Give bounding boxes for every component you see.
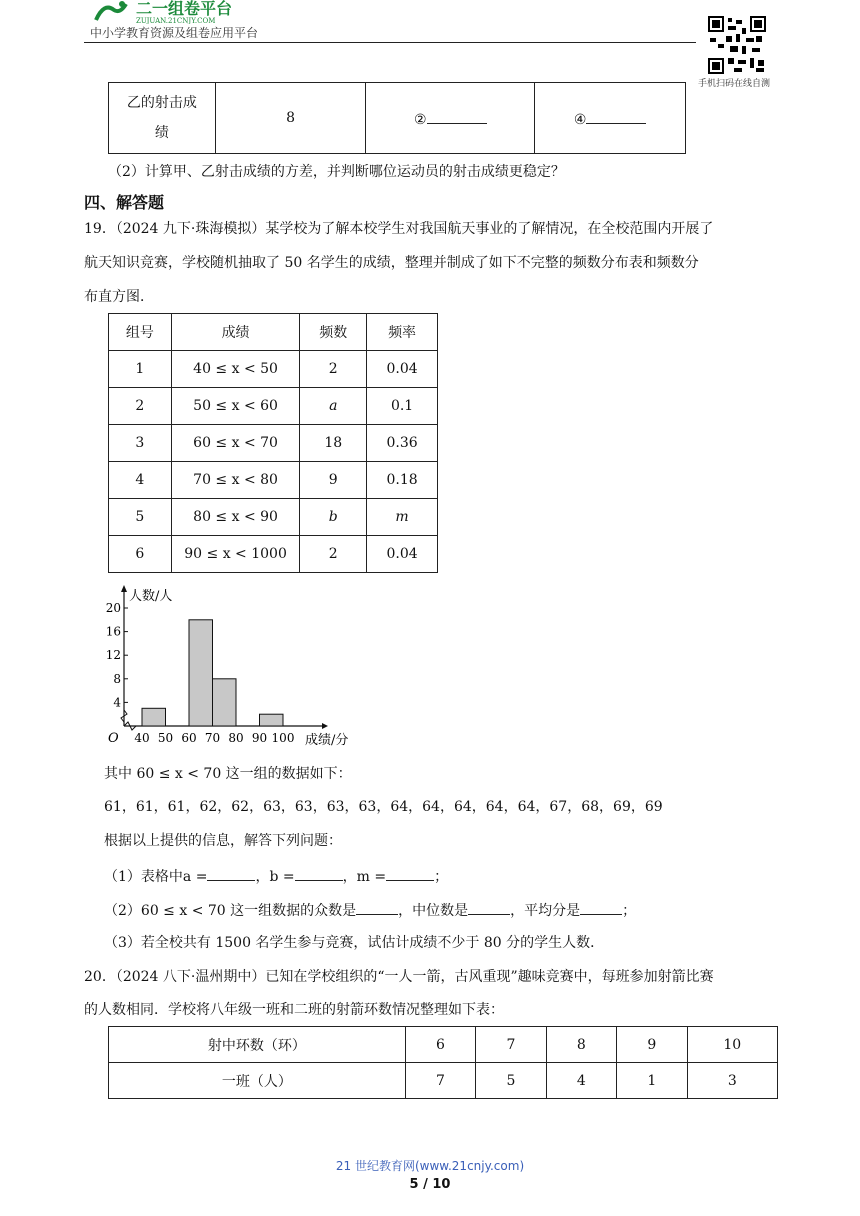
frequency-histogram bbox=[96, 584, 366, 750]
x-axis-label: 成绩/分 bbox=[305, 733, 349, 748]
frequency-table bbox=[108, 313, 438, 573]
x-tick-label: 100 bbox=[271, 731, 295, 745]
q19-line1: 19．（2024 九下·珠海模拟）某学校为了解本校学生对我国航天事业的了解情况，在全校范围内开展了 bbox=[84, 221, 714, 237]
y-tick-label: 4 bbox=[113, 695, 121, 710]
q20-line2: 的人数相同．学校将八年级一班和二班的射箭环数情况整理如下表： bbox=[84, 1002, 504, 1018]
x-tick-label: 80 bbox=[228, 731, 244, 745]
histogram-bar bbox=[189, 620, 213, 726]
logo-url-text: ZUJUAN.21CNJY.COM bbox=[136, 17, 216, 24]
q19-line3: 布直方图． bbox=[84, 289, 154, 305]
table-row: 2 50 ≤ x < 60 a 0.1 bbox=[109, 388, 438, 425]
answer-blank-4: ④ bbox=[535, 83, 686, 154]
table-row: 一班（人） 7 5 4 1 3 bbox=[109, 1063, 778, 1099]
q19-data-intro: 其中 60 ≤ x < 70 这一组的数据如下： bbox=[104, 766, 352, 782]
qr-caption: 手机扫码在线自测 bbox=[698, 79, 771, 89]
table-row: 4 70 ≤ x < 80 9 0.18 bbox=[109, 462, 438, 499]
q18-part2: （2）计算甲、乙射击成绩的方差，并判断哪位运动员的射击成绩更稳定？ bbox=[108, 164, 565, 180]
header-subtitle: 中小学教育资源及组卷应用平台 bbox=[90, 26, 259, 40]
qr-code-icon bbox=[708, 16, 766, 74]
section-title: 四、解答题 bbox=[84, 193, 165, 212]
table-row-label: 乙的射击成 绩 bbox=[109, 83, 216, 154]
q19-line2: 航天知识竞赛，学校随机抽取了 50 名学生的成绩，整理并制成了如下不完整的频数分布表和频数分 bbox=[84, 255, 699, 271]
q19-part3: （3）若全校共有 1500 名学生参与竞赛，试估计成绩不少于 80 分的学生人数． bbox=[104, 935, 605, 951]
histogram-bar bbox=[213, 679, 237, 726]
logo-text: 二一组卷平台 bbox=[136, 0, 233, 18]
x-tick-label: 50 bbox=[157, 731, 174, 745]
histogram-bar bbox=[142, 708, 166, 726]
origin-label: O bbox=[108, 731, 119, 746]
header-divider bbox=[84, 42, 696, 43]
y-tick-label: 12 bbox=[105, 648, 121, 663]
histogram-bar bbox=[260, 714, 284, 726]
site-logo bbox=[92, 0, 272, 24]
score-table-continued bbox=[108, 82, 686, 154]
table-row: 3 60 ≤ x < 70 18 0.36 bbox=[109, 425, 438, 462]
page-number: 5 / 10 bbox=[409, 1177, 451, 1192]
q19-data-values: 61，61，61，62，62，63，63，63，63，64，64，64，64，64，67，68，69，69 bbox=[104, 799, 663, 815]
q19-prompt: 根据以上提供的信息，解答下列问题： bbox=[104, 833, 342, 849]
q19-part1: （1）表格中a = ，b = ，m = ； bbox=[104, 866, 448, 887]
y-tick-label: 20 bbox=[105, 601, 121, 615]
x-tick-label: 40 bbox=[134, 731, 150, 745]
q20-line1: 20．（2024 八下·温州期中）已知在学校组织的“一人一箭，古风重现”趣味竞赛中，每班参加射箭比赛 bbox=[84, 969, 714, 985]
answer-blank-2: ② bbox=[366, 83, 535, 154]
y-tick-label: 16 bbox=[105, 624, 121, 639]
footer-site: 21 世纪教育网(www.21cnjy.com) bbox=[335, 1159, 525, 1173]
archery-table bbox=[108, 1026, 778, 1099]
table-header-row: 射中环数（环） 6 7 8 9 10 bbox=[109, 1027, 778, 1063]
y-axis-label: 人数/人 bbox=[129, 589, 173, 604]
x-axis-arrow-icon bbox=[322, 723, 328, 729]
table-header-row: 组号 成绩 频数 频率 bbox=[109, 314, 438, 351]
y-axis-arrow-icon bbox=[121, 585, 127, 592]
table-row: 1 40 ≤ x < 50 2 0.04 bbox=[109, 351, 438, 388]
x-tick-label: 60 bbox=[181, 731, 197, 745]
table-row: 6 90 ≤ x < 1000 2 0.04 bbox=[109, 536, 438, 573]
table-cell: 8 bbox=[215, 83, 366, 154]
q19-part2: （2）60 ≤ x < 70 这一组数据的众数是 ，中位数是 ，平均分是 ； bbox=[104, 900, 636, 921]
x-tick-label: 90 bbox=[251, 731, 268, 745]
table-row: 5 80 ≤ x < 90 b m bbox=[109, 499, 438, 536]
y-tick-label: 8 bbox=[113, 671, 121, 686]
x-tick-label: 70 bbox=[204, 731, 221, 745]
